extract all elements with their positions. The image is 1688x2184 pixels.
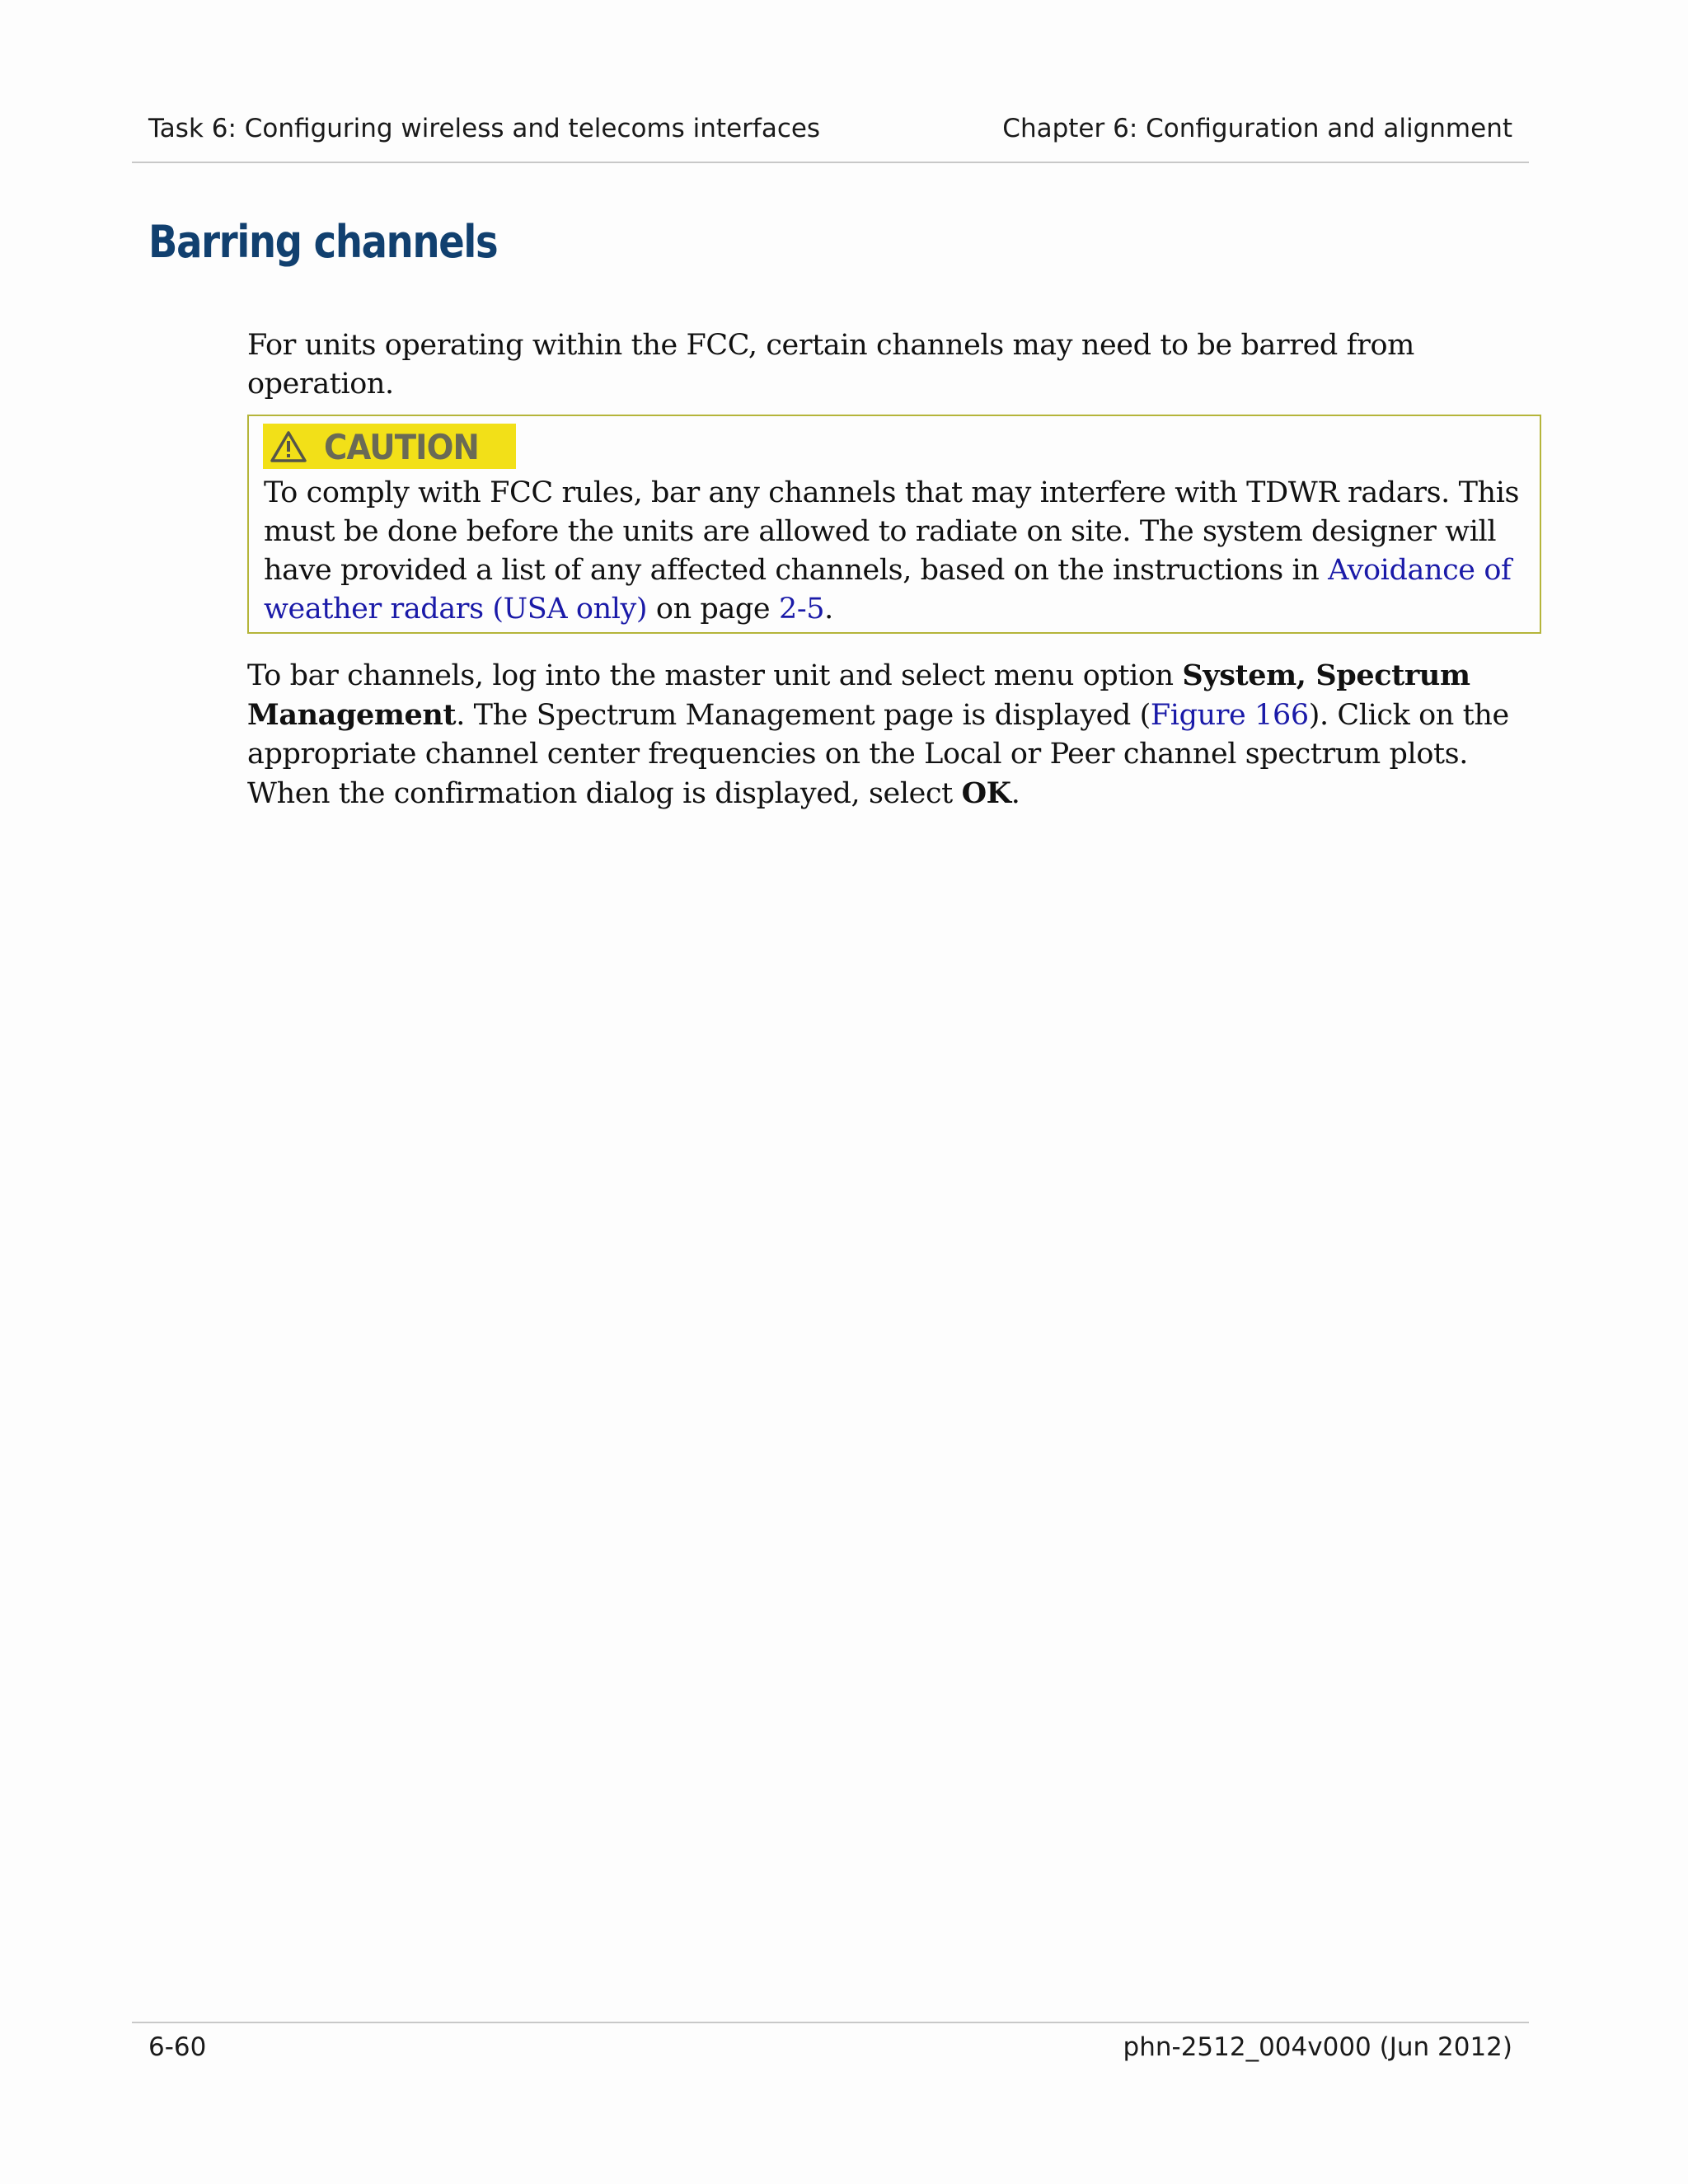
caution-label: CAUTION — [324, 427, 479, 467]
caution-text-middle: on page — [647, 593, 779, 626]
header-task-title: Task 6: Configuring wireless and telecoms interfaces — [148, 114, 821, 143]
figure-166-link[interactable]: Figure 166 — [1150, 699, 1309, 732]
running-footer — [132, 2027, 1529, 2077]
menu-option-text: System, Spectrum Management — [247, 658, 1470, 732]
avoidance-of-weather-radars-link[interactable]: Avoidance of weather radars (USA only) — [264, 554, 1512, 626]
header-divider — [132, 162, 1529, 163]
header-chapter-title: Chapter 6: Configuration and alignment — [1002, 114, 1512, 143]
footer-page-number: 6-60 — [148, 2032, 207, 2062]
ok-label-text: OK — [961, 776, 1011, 810]
instructions-part2: . The Spectrum Management page is displayed ( — [456, 699, 1151, 732]
intro-paragraph: For units operating within the FCC, certain channels may need to be barred from operation. — [247, 329, 1414, 401]
instructions-part1: To bar channels, log into the master unit and select menu option — [247, 659, 1183, 692]
caution-text — [264, 474, 1537, 629]
caution-box — [247, 415, 1541, 634]
instructions-part3: ). Click on the appropriate channel center frequencies on the Local or Peer channel spectrum plots. When the confirmation dialog is displayed, select — [247, 699, 1509, 810]
footer-doc-id: phn-2512_004v000 (Jun 2012) — [1123, 2032, 1512, 2062]
caution-badge — [263, 424, 516, 469]
footer-divider — [132, 2022, 1529, 2023]
section-title: Barring channels — [148, 216, 498, 268]
running-header — [132, 109, 1529, 158]
caution-text-intro: To comply with FCC rules, bar any channels that may interfere with TDWR radars. This must be done before the units are allowed to radiate on site. The system designer will have provided a list of any affected channels, based on the instructions in — [264, 476, 1520, 587]
page-ref-link[interactable]: 2-5 — [778, 593, 825, 626]
instructions-part4: . — [1010, 777, 1020, 810]
instructions-paragraph — [247, 656, 1533, 813]
warning-triangle-icon — [270, 430, 307, 463]
caution-text-end: . — [824, 593, 833, 626]
